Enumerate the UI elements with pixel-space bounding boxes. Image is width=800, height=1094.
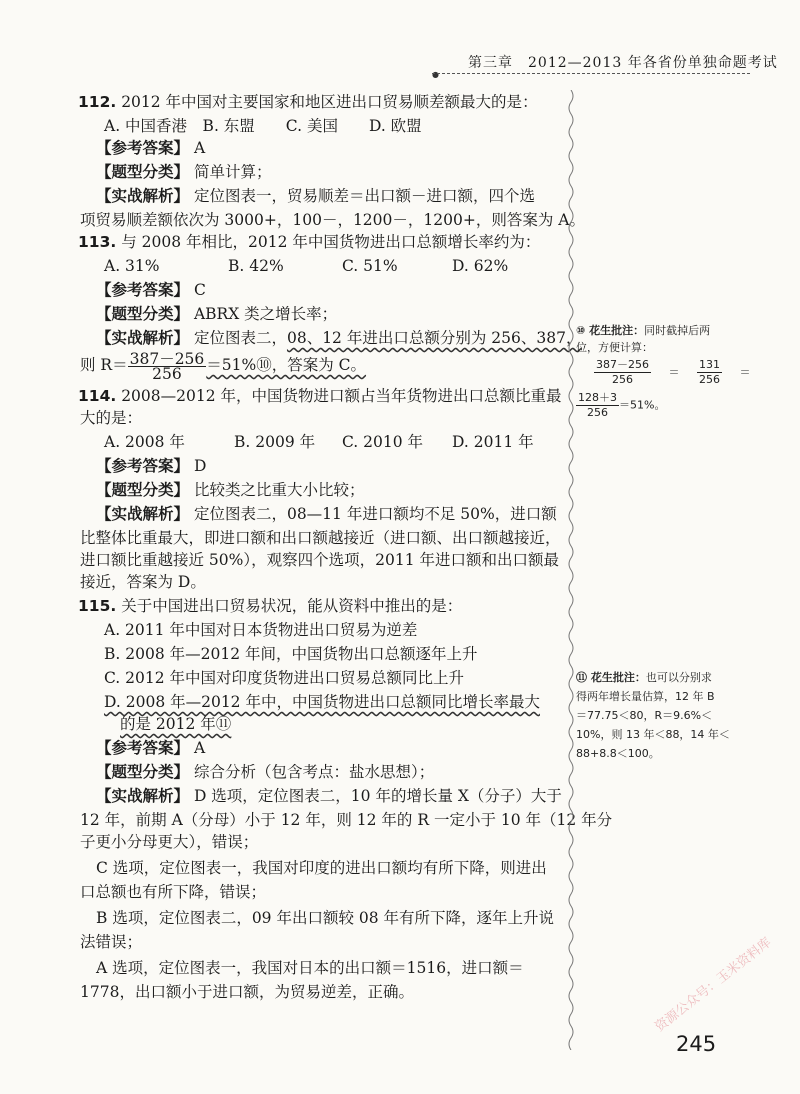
type-label: 【题型分类】 — [96, 481, 190, 499]
analysis-label: 【实战解析】 — [96, 505, 190, 523]
analysis-text: 1778，出口额小于进口额，为贸易逆差，正确。 — [80, 983, 414, 1001]
question-114-stem — [78, 386, 562, 406]
analysis-text: A 选项，定位图表一，我国对日本的出口额＝1516，进口额＝ — [96, 959, 524, 977]
running-header — [0, 50, 800, 78]
question-113-analysis — [96, 328, 581, 348]
question-text: 关于中国进出口贸易状况，能从资料中推出的是： — [121, 597, 463, 615]
question-113-stem — [78, 232, 540, 252]
analysis-text: D 选项，定位图表二，10 年的增长量 X（分子）大于 — [193, 787, 562, 805]
question-114-analysis — [96, 504, 557, 524]
option-a: A. 31% — [104, 257, 160, 275]
answer-label: 【参考答案】 — [96, 457, 190, 475]
fraction — [697, 358, 722, 387]
equals-sign: ＝ — [668, 365, 680, 379]
question-115-answer — [96, 738, 205, 758]
question-112-stem — [78, 92, 538, 112]
option-d: D. 2011 年 — [452, 433, 534, 451]
page-number: 245 — [676, 1032, 717, 1056]
question-number: 115. — [78, 597, 117, 615]
fraction-denominator: 256 — [612, 373, 633, 386]
analysis-text: 法错误； — [80, 933, 143, 951]
analysis-text: 项贸易顺差额依次为 3000+，100－，1200－，1200+，则答案为 A。 — [80, 211, 585, 229]
side-note-11 — [576, 668, 730, 763]
answer-value: A — [193, 139, 206, 157]
side-note-text: ＝77.75＜80，R＝9.6%＜ — [576, 709, 713, 722]
option-c: C. 2012 年中国对印度货物进出口贸易总额同比上升 — [104, 669, 465, 687]
option-d: D. 2008 年—2012 年中，中国货物进出口总额同比增长率最大 — [104, 693, 540, 711]
option-c: C. 51% — [342, 257, 398, 275]
analysis-text: 子更小分母更大），错误； — [80, 833, 259, 851]
side-note-line — [576, 668, 730, 687]
analysis-text: 进口额比重越接近 50%），观察四个选项，2011 年进口额和出口额最 — [80, 551, 560, 569]
formula-result: ＝51%⑩，答案为 C。 — [206, 356, 367, 374]
analysis-formula — [80, 348, 366, 382]
type-label: 【题型分类】 — [96, 163, 190, 181]
analysis-text: 定位图表二，08—11 年进口额均不足 50%，进口额 — [193, 505, 557, 523]
fraction-denominator: 256 — [587, 406, 608, 419]
type-label: 【题型分类】 — [96, 763, 190, 781]
side-note-text: 位，方便计算： — [576, 341, 653, 354]
question-112-type — [96, 162, 271, 182]
watermark: 资源公众号：玉米资料库 — [652, 935, 775, 1035]
question-text: 2012 年中国对主要国家和地区进出口贸易顺差额最大的是： — [121, 93, 538, 111]
side-note-line — [576, 322, 765, 339]
option-c: C. 2010 年 — [342, 433, 424, 451]
analysis-text: 比整体比重最大，即进口额和出口额越接近（进口额、出口额越接近， — [80, 529, 561, 547]
fraction-numerator: 131 — [699, 358, 720, 371]
question-number: 114. — [78, 387, 117, 405]
analysis-text: 12 年，前期 A（分母）小于 12 年，则 12 年的 R 一定小于 10 年（12 年分 — [80, 811, 613, 829]
fraction-numerator: 387－256 — [129, 349, 205, 368]
header-rule — [432, 73, 750, 74]
question-number: 113. — [78, 233, 117, 251]
fraction-numerator: 128＋3 — [578, 391, 617, 404]
analysis-text: 接近，答案为 D。 — [80, 573, 206, 591]
formula-result: ＝51%。 — [619, 398, 666, 412]
option-d-continued: 的是 2012 年⑪ — [120, 715, 232, 733]
analysis-label: 【实战解析】 — [96, 329, 190, 347]
question-115-stem — [78, 596, 462, 616]
answer-value: C — [193, 281, 206, 299]
side-note-text: 10%，则 13 年＜88，14 年＜ — [576, 728, 730, 741]
answer-label: 【参考答案】 — [96, 139, 190, 157]
formula-prefix: 则 R＝ — [80, 356, 128, 374]
question-113-answer — [96, 280, 206, 300]
question-text: 大的是： — [80, 409, 143, 427]
question-112-analysis — [96, 186, 535, 206]
option-b: B. 2009 年 — [234, 433, 316, 451]
side-note-formula — [576, 391, 765, 420]
analysis-underlined-text: 08、12 年进出口总额分别为 256、387， — [286, 329, 582, 347]
option-a: A. 2011 年中国对日本货物进出口贸易为逆差 — [104, 621, 418, 639]
answer-value: A — [193, 739, 206, 757]
option-a: A. 2008 年 — [104, 433, 185, 451]
type-label: 【题型分类】 — [96, 305, 190, 323]
question-text: 2008—2012 年，中国货物进口额占当年货物进出口总额比重最 — [121, 387, 562, 405]
analysis-text: C 选项，定位图表一，我国对印度的进出口额均有所下降，则进出 — [96, 859, 547, 877]
question-113-type — [96, 304, 337, 324]
side-note-text: 88+8.8＜100。 — [576, 747, 660, 760]
fraction — [576, 391, 619, 420]
option-b: B. 42% — [228, 257, 284, 275]
side-note-formula — [594, 358, 765, 387]
analysis-text: 定位图表一，贸易顺差＝出口额－进口额，四个选 — [193, 187, 535, 205]
equals-sign: ＝ — [739, 365, 751, 379]
question-114-answer — [96, 456, 206, 476]
side-note-text: 也可以分别求 — [645, 671, 712, 684]
question-112-answer — [96, 138, 205, 158]
analysis-label: 【实战解析】 — [96, 787, 190, 805]
side-note-text: 得两年增长量估算，12 年 B — [576, 690, 715, 703]
side-note-label: ⑩ 花生批注： — [576, 324, 645, 337]
answer-label: 【参考答案】 — [96, 739, 190, 757]
margin-divider — [566, 90, 576, 1050]
answer-value: D — [193, 457, 207, 475]
option-b: B. 2008 年—2012 年间，中国货物出口总额逐年上升 — [104, 645, 478, 663]
fraction-denominator: 256 — [152, 364, 182, 383]
question-112-options: A. 中国香港 B. 东盟 C. 美国 D. 欧盟 — [104, 117, 422, 135]
question-115-analysis — [96, 786, 562, 806]
fraction-denominator: 256 — [699, 373, 720, 386]
fraction — [594, 358, 651, 387]
option-d: D. 62% — [452, 257, 509, 275]
analysis-text: B 选项，定位图表二，09 年出口额较 08 年有所下降，逐年上升说 — [96, 909, 555, 927]
type-value: 简单计算； — [193, 163, 272, 181]
question-number: 112. — [78, 93, 117, 111]
formula-fraction — [128, 349, 207, 383]
chapter-title: 第三章 2012—2013 年各省份单独命题考试 — [468, 55, 778, 71]
analysis-text: 口总额也有所下降，错误； — [80, 883, 267, 901]
answer-label: 【参考答案】 — [96, 281, 190, 299]
header-dot: ● — [432, 70, 439, 79]
analysis-text: 定位图表二， — [193, 329, 287, 347]
side-note-10 — [576, 322, 765, 420]
side-note-text: 同时截掉后两 — [644, 324, 711, 337]
analysis-label: 【实战解析】 — [96, 187, 190, 205]
fraction-numerator: 387－256 — [596, 358, 649, 371]
question-text: 与 2008 年相比，2012 年中国货物进出口总额增长率约为： — [121, 233, 541, 251]
question-115-type — [96, 762, 434, 782]
type-value: 比较类之比重大小比较； — [193, 481, 365, 499]
type-value: 综合分析（包含考点：盐水思想）； — [193, 763, 435, 781]
question-114-type — [96, 480, 364, 500]
type-value: ABRX 类之增长率； — [193, 305, 338, 323]
side-note-label: ⑪ 花生批注： — [576, 671, 646, 684]
